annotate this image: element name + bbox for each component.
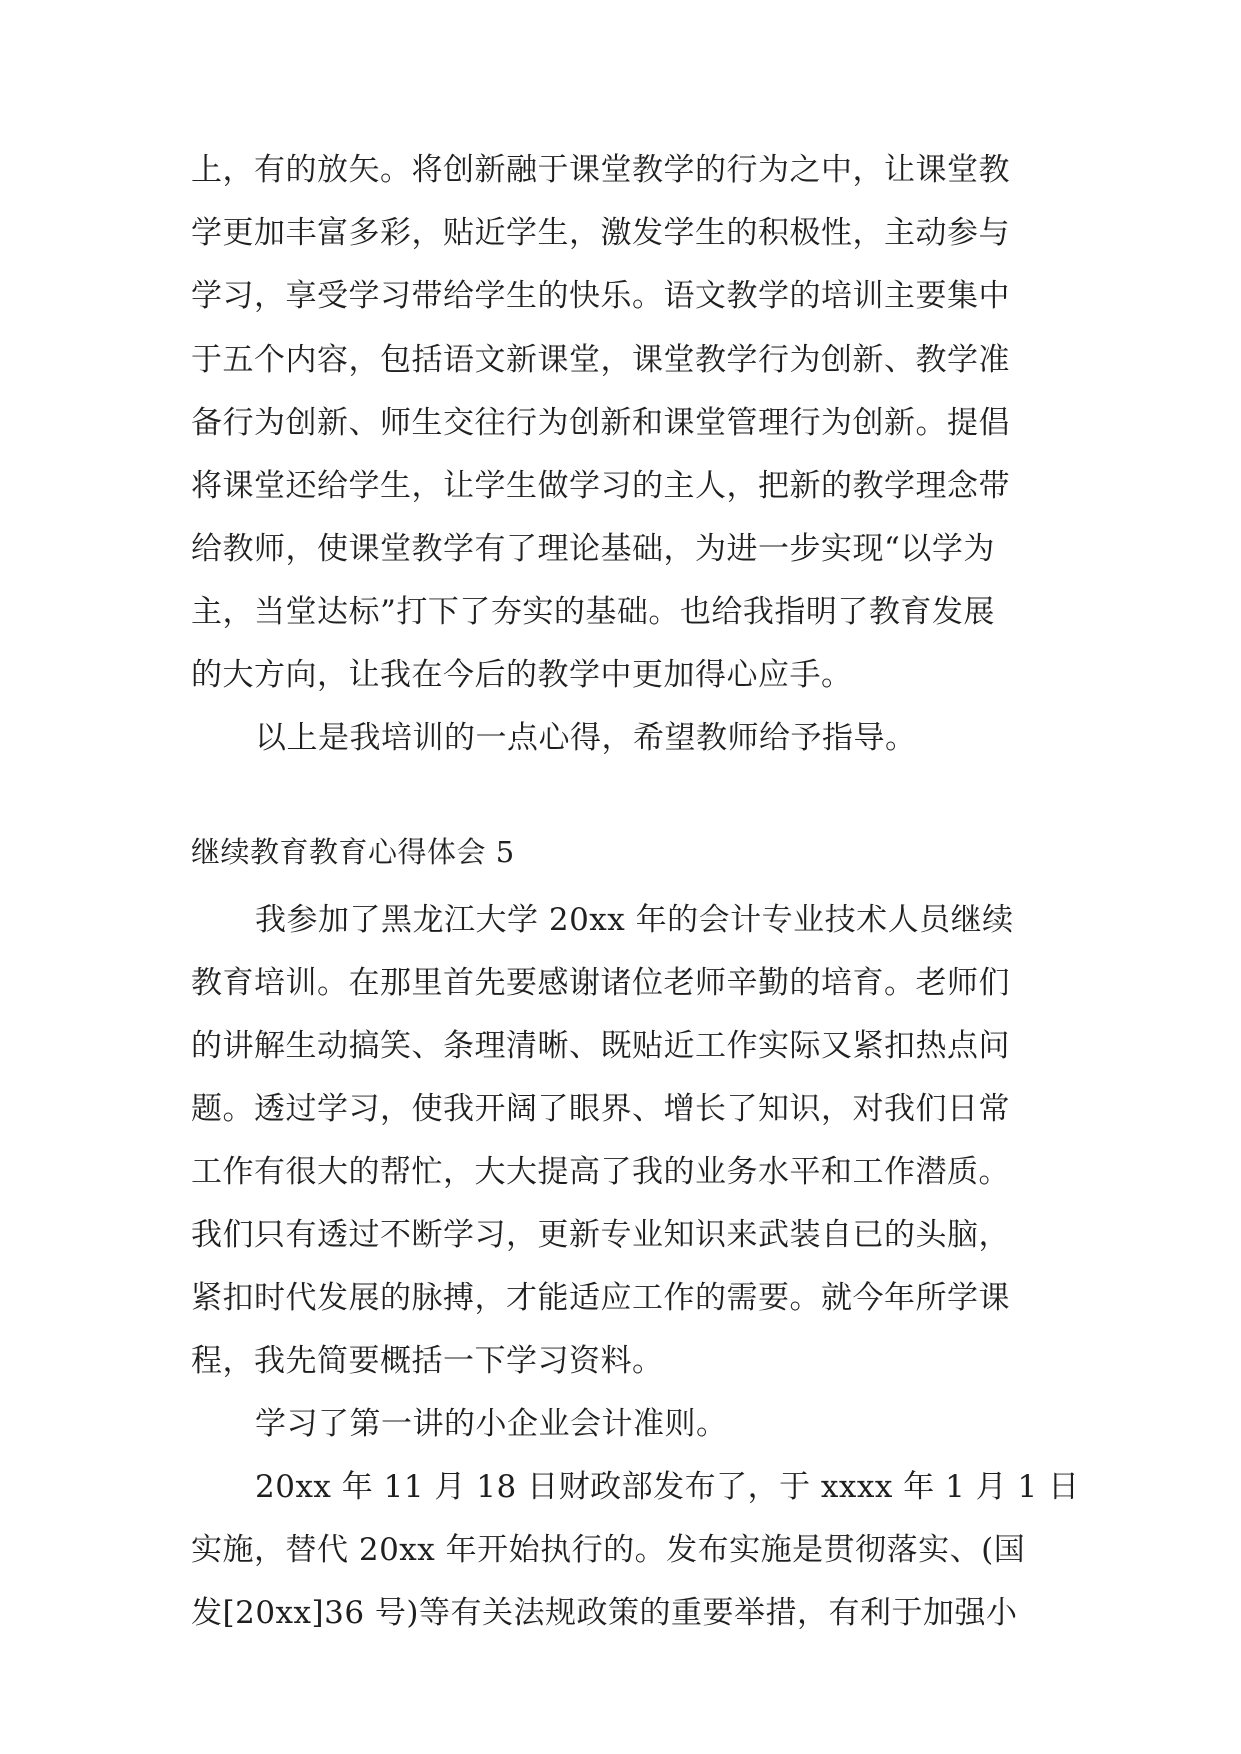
paragraph-line: 备行为创新、师生交往行为创新和课堂管理行为创新。提倡 [191, 405, 1010, 441]
paragraph-line: 的讲解生动搞笑、条理清晰、既贴近工作实际又紧扣热点问 [191, 1028, 1010, 1064]
paragraph-line: 工作有很大的帮忙，大大提高了我的业务水平和工作潜质。 [191, 1154, 1010, 1190]
paragraph-line: 上，有的放矢。将创新融于课堂教学的行为之中，让课堂教 [191, 152, 1010, 188]
paragraph-line: 学更加丰富多彩，贴近学生，激发学生的积极性，主动参与 [191, 215, 1010, 251]
paragraph-line: 的大方向，让我在今后的教学中更加得心应手。 [191, 657, 853, 693]
section-heading: 继续教育教育心得体会 5 [191, 835, 515, 869]
paragraph-line: 我参加了黑龙江大学 20xx 年的会计专业技术人员继续 [255, 902, 1014, 938]
paragraph-line: 题。透过学习，使我开阔了眼界、增长了知识，对我们日常 [191, 1091, 1010, 1127]
paragraph-line: 学习，享受学习带给学生的快乐。语文教学的培训主要集中 [191, 278, 1010, 314]
closing-line: 以上是我培训的一点心得，希望教师给予指导。 [255, 720, 917, 756]
paragraph-line: 紧扣时代发展的脉搏，才能适应工作的需要。就今年所学课 [191, 1280, 1010, 1316]
paragraph-line: 教育培训。在那里首先要感谢诸位老师辛勤的培育。老师们 [191, 965, 1010, 1001]
paragraph-line: 主，当堂达标”打下了夯实的基础。也给我指明了教育发展 [191, 594, 995, 630]
paragraph-line: 于五个内容，包括语文新课堂，课堂教学行为创新、教学准 [191, 342, 1010, 378]
paragraph-line: 发[20xx]36 号)等有关法规政策的重要举措，有利于加强小 [191, 1595, 1018, 1631]
paragraph-line: 我们只有透过不断学习，更新专业知识来武装自已的头脑， [191, 1217, 1010, 1253]
paragraph-line: 20xx 年 11 月 18 日财政部发布了，于 xxxx 年 1 月 1 日 [255, 1469, 1080, 1505]
paragraph-line: 程，我先简要概括一下学习资料。 [191, 1343, 664, 1379]
paragraph-line: 学习了第一讲的小企业会计准则。 [255, 1406, 728, 1442]
paragraph-line: 给教师，使课堂教学有了理论基础，为进一步实现“以学为 [191, 531, 995, 567]
paragraph-line: 将课堂还给学生，让学生做学习的主人，把新的教学理念带 [191, 468, 1010, 504]
paragraph-line: 实施，替代 20xx 年开始执行的。发布实施是贯彻落实、(国 [191, 1532, 1026, 1568]
